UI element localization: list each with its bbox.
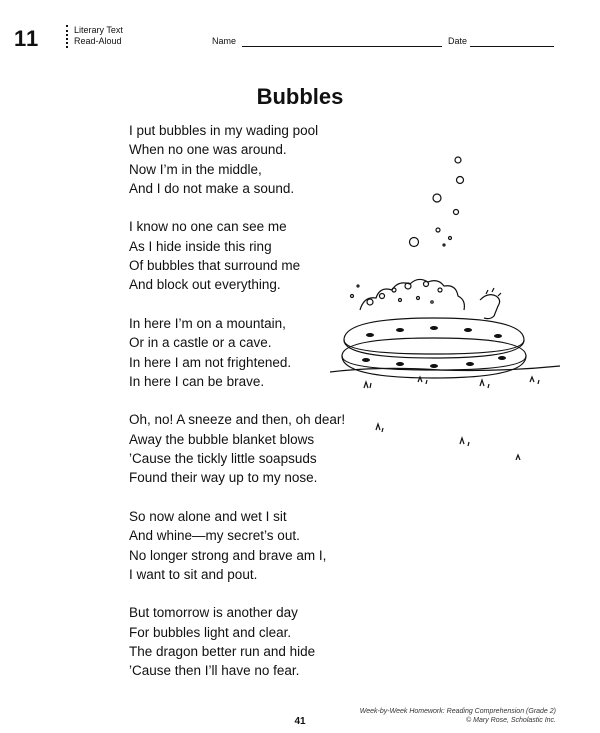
poem-line: Or in a castle or a cave. <box>129 335 272 351</box>
poem-line: Found their way up to my nose. <box>129 470 318 486</box>
poem-line: I want to sit and pout. <box>129 566 258 582</box>
child-hand <box>480 295 500 319</box>
poem-line: And block out everything. <box>129 277 281 293</box>
lesson-category <box>74 25 123 47</box>
credit-line-2: © Mary Rose, Scholastic Inc. <box>466 717 556 724</box>
poem-line: Of bubbles that surround me <box>129 258 301 274</box>
credit-line-1: Week-by-Week Homework: Reading Comprehension (Grade 2) <box>359 708 556 715</box>
poem-line: When no one was around. <box>129 142 287 158</box>
poem-line: And I do not make a sound. <box>129 180 295 196</box>
page-header <box>0 0 600 60</box>
poem-line: But tomorrow is another day <box>129 605 298 621</box>
rising-bubbles <box>410 157 464 247</box>
poem-line: In here I’m on a mountain, <box>129 315 286 331</box>
poem-line: As I hide inside this ring <box>129 238 272 254</box>
poem-line: For bubbles light and clear. <box>129 624 292 640</box>
bubble-pool-illustration <box>330 150 570 460</box>
poem-line: And whine—my secret’s out. <box>129 528 300 544</box>
stanza <box>129 603 409 680</box>
poem-line: In here I am not frightened. <box>129 354 292 370</box>
name-label: Name <box>212 36 237 46</box>
name-field[interactable] <box>242 46 442 47</box>
poem-line: ’Cause then I’ll have no fear. <box>129 663 300 679</box>
poem-line: ’Cause the tickly little soapsuds <box>129 451 317 467</box>
poem-title: Bubbles <box>256 84 344 109</box>
poem-line: Oh, no! A sneeze and then, oh dear! <box>129 412 346 428</box>
poem-line: Away the bubble blanket blows <box>129 431 315 447</box>
poem-line: The dragon better run and hide <box>129 644 316 660</box>
grass-ground <box>330 366 560 460</box>
category-line-2: Read-Aloud <box>74 36 122 46</box>
stanza <box>129 507 409 584</box>
category-line-1: Literary Text <box>74 25 123 35</box>
poem-line: No longer strong and brave am I, <box>129 547 327 563</box>
date-label: Date <box>448 36 468 46</box>
poem-line: I know no one can see me <box>129 219 287 235</box>
poem-line: So now alone and wet I sit <box>129 508 287 524</box>
header-divider <box>66 25 68 48</box>
poem-line: In here I can be brave. <box>129 373 265 389</box>
bubble-foam <box>351 279 465 310</box>
page-number: 41 <box>294 716 306 727</box>
poem-line: Now I’m in the middle, <box>129 161 262 177</box>
poem-line: I put bubbles in my wading pool <box>129 123 319 138</box>
date-field[interactable] <box>470 46 554 47</box>
lesson-number: 11 <box>14 26 40 51</box>
